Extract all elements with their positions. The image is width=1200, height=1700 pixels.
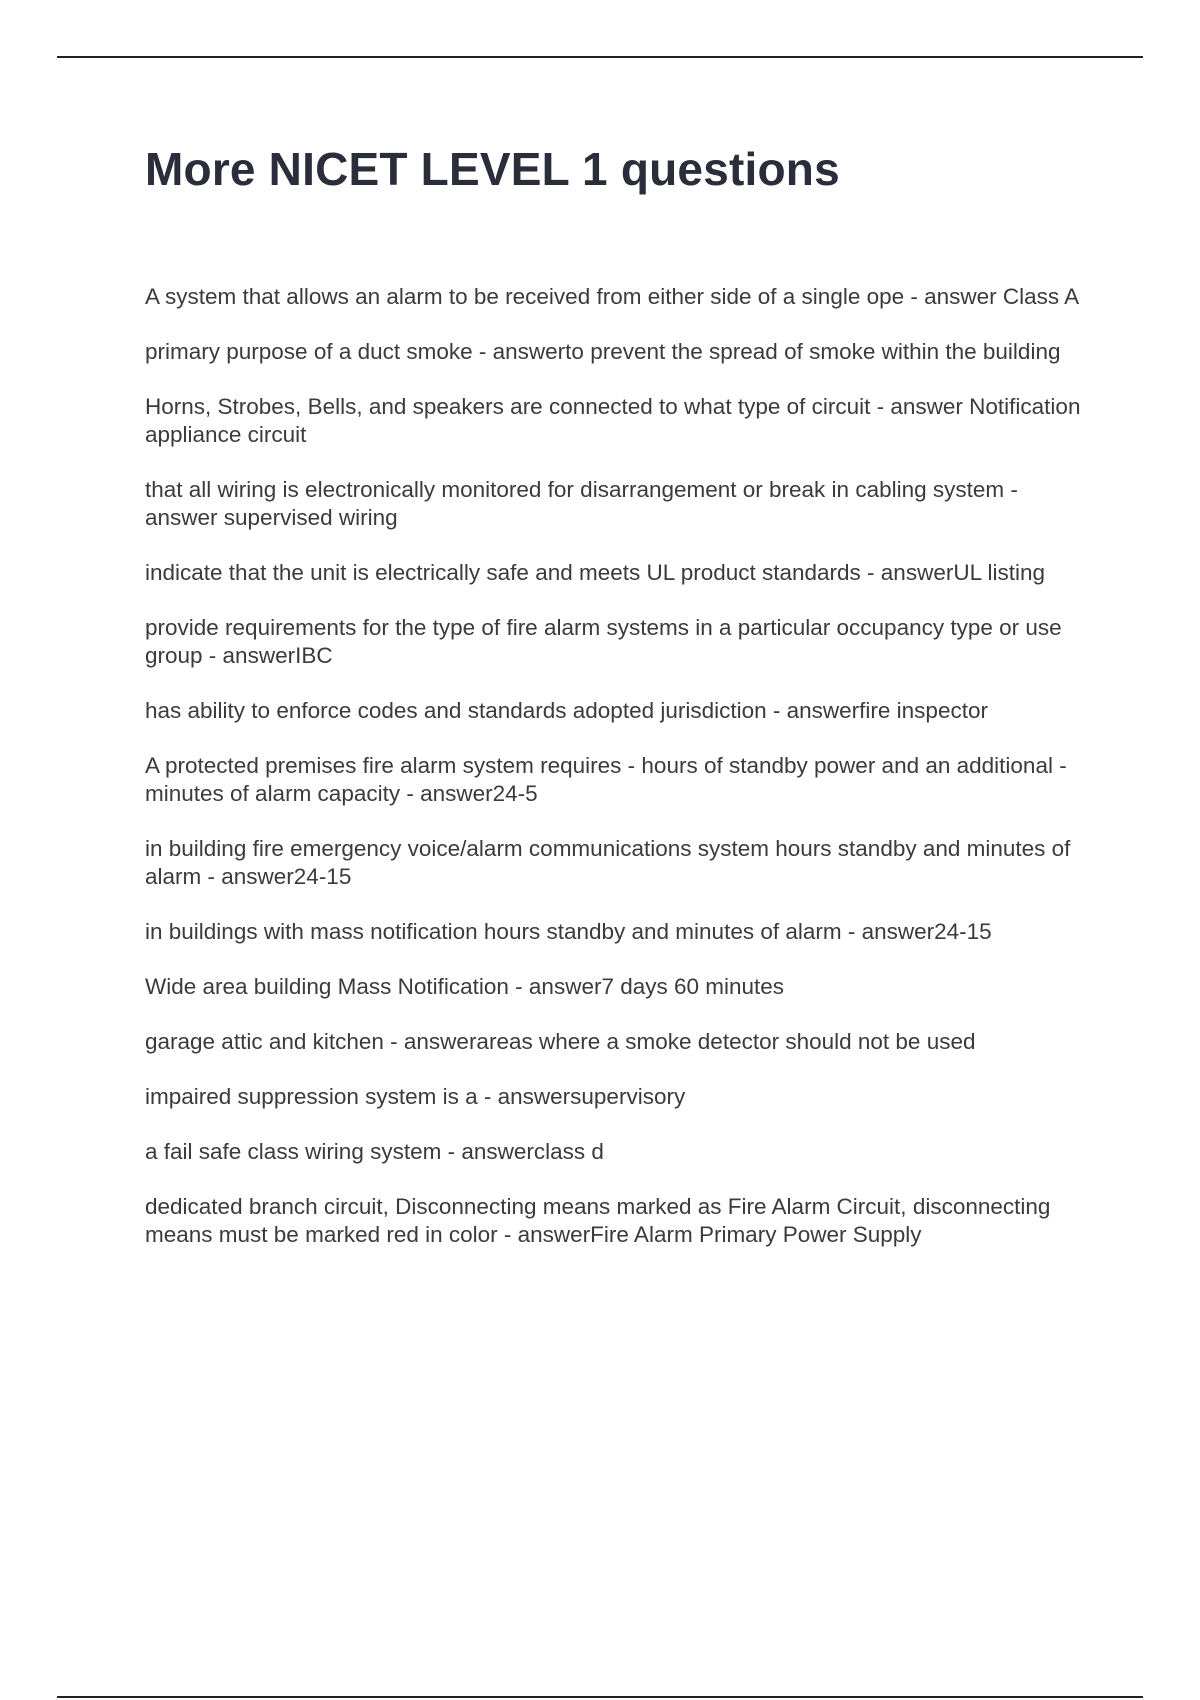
top-divider: [57, 56, 1143, 58]
question-list: [145, 283, 1090, 1276]
question-item-14: a fail safe class wiring system - answerclass d: [145, 1139, 604, 1164]
page-title: More NICET LEVEL 1 questions: [145, 143, 840, 195]
question-item-7: has ability to enforce codes and standards adopted jurisdiction - answerfire inspector: [145, 698, 988, 723]
question-item-6: provide requirements for the type of fire alarm systems in a particular occupancy type or use group - answerIBC: [145, 615, 1062, 668]
question-item-13: impaired suppression system is a - answersupervisory: [145, 1084, 686, 1109]
question-item-15: dedicated branch circuit, Disconnecting means marked as Fire Alarm Circuit, disconnecting means must be marked red in color - answerFire Alarm Primary Power Supply: [145, 1194, 1051, 1247]
question-item-8: A protected premises fire alarm system requires - hours of standby power and an additional - minutes of alarm capacity - answer24-5: [145, 753, 1067, 806]
question-item-11: Wide area building Mass Notification - answer7 days 60 minutes: [145, 974, 785, 999]
question-item-5: indicate that the unit is electrically safe and meets UL product standards - answerUL listing: [145, 560, 1046, 585]
question-item-2: primary purpose of a duct smoke - answerto prevent the spread of smoke within the building: [145, 339, 1061, 364]
question-item-10: in buildings with mass notification hours standby and minutes of alarm - answer24-15: [145, 919, 992, 944]
question-item-1: A system that allows an alarm to be received from either side of a single ope - answer Class A: [145, 284, 1080, 309]
question-item-9: in building fire emergency voice/alarm communications system hours standby and minutes of alarm - answer24-15: [145, 836, 1071, 889]
question-item-4: that all wiring is electronically monitored for disarrangement or break in cabling system - answer supervised wiring: [145, 477, 1018, 530]
question-item-12: garage attic and kitchen - answerareas where a smoke detector should not be used: [145, 1029, 976, 1054]
bottom-divider: [57, 1696, 1143, 1698]
question-item-3: Horns, Strobes, Bells, and speakers are connected to what type of circuit - answer Notification appliance circuit: [145, 394, 1081, 447]
